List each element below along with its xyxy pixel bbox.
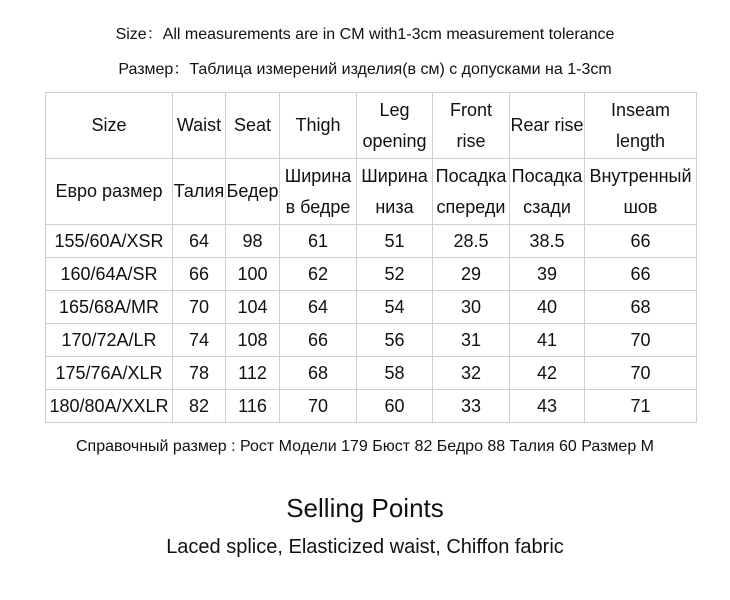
header-cell	[510, 93, 585, 159]
measurement-cell: 29	[433, 258, 510, 291]
measurement-cell: 68	[280, 357, 357, 390]
measurement-cell: 40	[510, 291, 585, 324]
header-cell-text: сзади	[523, 196, 571, 217]
header-cell	[46, 159, 173, 225]
reference-size-note: Справочный размер : Рост Модели 179 Бюст 82 Бедро 88 Талия 60 Размер М	[75, 438, 654, 455]
table-row	[46, 225, 697, 258]
header-cell-text: Бедер	[226, 181, 279, 201]
measurement-cell: 112	[226, 357, 280, 390]
header-cell	[585, 93, 697, 159]
header-cell-text: rise	[456, 130, 486, 151]
measurement-cell: 54	[357, 291, 433, 324]
size-note-english: Size：All measurements are in CM with1-3cm measurement tolerance	[115, 26, 615, 43]
measurement-cell: 66	[585, 225, 697, 258]
header-cell-text: opening	[362, 130, 427, 151]
size-cell: 175/76A/XLR	[46, 357, 173, 390]
size-cell: 155/60A/XSR	[46, 225, 173, 258]
size-cell: 160/64A/SR	[46, 258, 173, 291]
header-cell-text: Ширина	[284, 165, 352, 186]
header-cell	[226, 159, 280, 225]
header-cell-text: Внутренный	[589, 165, 692, 186]
table-row	[46, 357, 697, 390]
header-cell	[585, 159, 697, 225]
header-cell	[226, 93, 280, 159]
size-note-russian: Размер：Таблица измерений изделия(в см) с допусками на 1-3cm	[118, 61, 612, 78]
header-cell-text: Талия	[173, 181, 225, 201]
header-cell-text: Leg	[379, 99, 410, 120]
header-cell-text: Thigh	[295, 115, 341, 135]
header-cell	[173, 159, 226, 225]
size-chart-table	[45, 92, 697, 423]
table-row	[46, 390, 697, 423]
measurement-cell: 56	[357, 324, 433, 357]
measurement-cell: 39	[510, 258, 585, 291]
header-cell	[433, 159, 510, 225]
measurement-cell: 98	[226, 225, 280, 258]
measurement-cell: 31	[433, 324, 510, 357]
header-cell	[433, 93, 510, 159]
header-cell-text: Посадка	[511, 165, 583, 186]
measurement-cell: 61	[280, 225, 357, 258]
measurement-cell: 116	[226, 390, 280, 423]
measurement-cell: 64	[280, 291, 357, 324]
header-cell-text: шов	[623, 196, 658, 217]
measurement-cell: 74	[173, 324, 226, 357]
measurement-cell: 32	[433, 357, 510, 390]
header-cell-text: низа	[375, 196, 414, 217]
measurement-cell: 104	[226, 291, 280, 324]
header-cell-text: Rear rise	[510, 115, 584, 135]
table-row	[46, 324, 697, 357]
size-cell: 180/80A/XXLR	[46, 390, 173, 423]
header-cell-text: Ширина	[361, 165, 428, 186]
table-row	[46, 258, 697, 291]
header-cell	[173, 93, 226, 159]
header-cell-text: Inseam	[610, 99, 671, 120]
measurement-cell: 62	[280, 258, 357, 291]
header-cell	[357, 159, 433, 225]
size-cell: 170/72A/LR	[46, 324, 173, 357]
header-cell-text: Front	[449, 99, 492, 120]
measurement-cell: 28.5	[433, 225, 510, 258]
measurement-cell: 100	[226, 258, 280, 291]
header-cell-text: Евро размер	[55, 181, 163, 201]
measurement-cell: 58	[357, 357, 433, 390]
measurement-cell: 70	[585, 357, 697, 390]
measurement-cell: 78	[173, 357, 226, 390]
header-cell	[280, 93, 357, 159]
measurement-cell: 64	[173, 225, 226, 258]
table-row	[46, 291, 697, 324]
selling-points-text: Laced splice, Elasticized waist, Chiffon fabric	[166, 536, 564, 558]
measurement-cell: 68	[585, 291, 697, 324]
header-cell-text: спереди	[436, 196, 506, 217]
measurement-cell: 70	[280, 390, 357, 423]
header-cell-text: Waist	[176, 115, 222, 135]
measurement-cell: 42	[510, 357, 585, 390]
header-cell-text: Seat	[233, 115, 272, 135]
measurement-cell: 30	[433, 291, 510, 324]
header-cell	[46, 93, 173, 159]
header-cell	[280, 159, 357, 225]
measurement-cell: 38.5	[510, 225, 585, 258]
measurement-cell: 66	[585, 258, 697, 291]
header-cell	[357, 93, 433, 159]
measurement-cell: 82	[173, 390, 226, 423]
measurement-cell: 41	[510, 324, 585, 357]
measurement-cell: 43	[510, 390, 585, 423]
measurement-cell: 108	[226, 324, 280, 357]
size-cell: 165/68A/MR	[46, 291, 173, 324]
measurement-cell: 71	[585, 390, 697, 423]
selling-points-title: Selling Points	[286, 493, 444, 523]
header-cell	[510, 159, 585, 225]
header-row-russian	[46, 159, 697, 225]
measurement-cell: 66	[280, 324, 357, 357]
measurement-cell: 60	[357, 390, 433, 423]
header-cell-text: Size	[91, 115, 127, 135]
header-cell-text: length	[615, 130, 666, 151]
measurement-cell: 66	[173, 258, 226, 291]
measurement-cell: 52	[357, 258, 433, 291]
header-cell-text: в бедре	[285, 196, 351, 217]
header-cell-text: Посадка	[435, 165, 507, 186]
measurement-cell: 70	[173, 291, 226, 324]
measurement-cell: 70	[585, 324, 697, 357]
measurement-cell: 33	[433, 390, 510, 423]
measurement-cell: 51	[357, 225, 433, 258]
header-row-english	[46, 93, 697, 159]
